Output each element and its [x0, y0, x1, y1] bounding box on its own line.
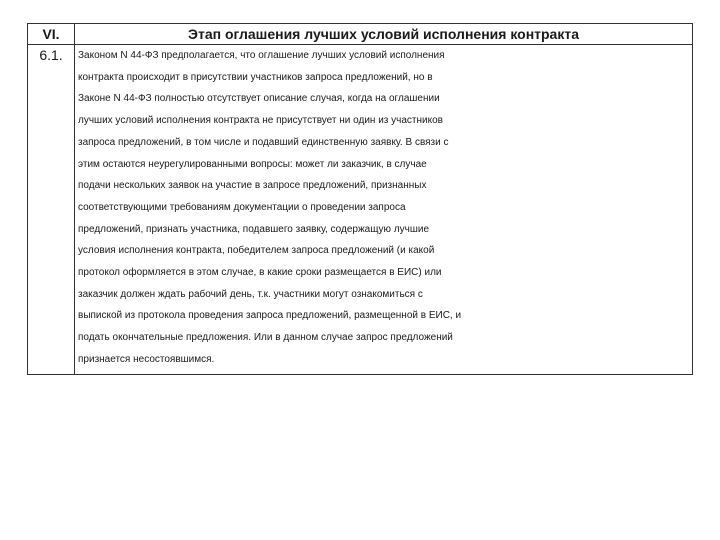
item-text-line: выпиской из протокола проведения запроса предложений, размещенной в ЕИС, и [78, 310, 462, 322]
item-text-line: протокол оформляется в этом случае, в какие сроки размещается в ЕИС) или [78, 267, 442, 279]
section-number: VI. [42, 26, 60, 42]
item-text-line: заказчик должен ждать рабочий день, т.к. участники могут ознакомиться с [78, 288, 423, 300]
item-text-line: признается несостоявшимся. [78, 353, 215, 365]
item-text-line: соответствующими требованиям документации о проведении запроса [78, 201, 406, 213]
column-divider [74, 24, 75, 374]
section-header-row [28, 24, 692, 45]
item-text-line: запроса предложений, в том числе и подавший единственную заявку. В связи с [78, 136, 449, 148]
item-text-line: условия исполнения контракта, победителем запроса предложений (и какой [78, 245, 435, 257]
item-text-line: лучших условий исполнения контракта не присутствует ни один из участников [78, 115, 443, 127]
item-text-line: подачи нескольких заявок на участие в запросе предложений, признанных [78, 180, 427, 192]
item-text-line: Законом N 44-ФЗ предполагается, что оглашение лучших условий исполнения [78, 50, 445, 61]
item-text-line: предложений, признать участника, подавшего заявку, содержащую лучшие [78, 223, 430, 235]
item-text-line: контракта происходит в присутствии участников запроса предложений, но в [78, 71, 433, 83]
item-number: 6.1. [39, 47, 63, 63]
item-text-line: этим остаются неурегулированными вопросы: может ли заказчик, в случае [78, 158, 427, 170]
section-title: Этап оглашения лучших условий исполнения контракта [188, 26, 579, 42]
item-text-line: подать окончательные предложения. Или в данном случае запрос предложений [78, 332, 453, 344]
item-text [78, 45, 694, 371]
document-table [27, 23, 693, 375]
item-text-line: Законе N 44-ФЗ полностью отсутствует описание случая, когда на оглашении [78, 93, 440, 105]
